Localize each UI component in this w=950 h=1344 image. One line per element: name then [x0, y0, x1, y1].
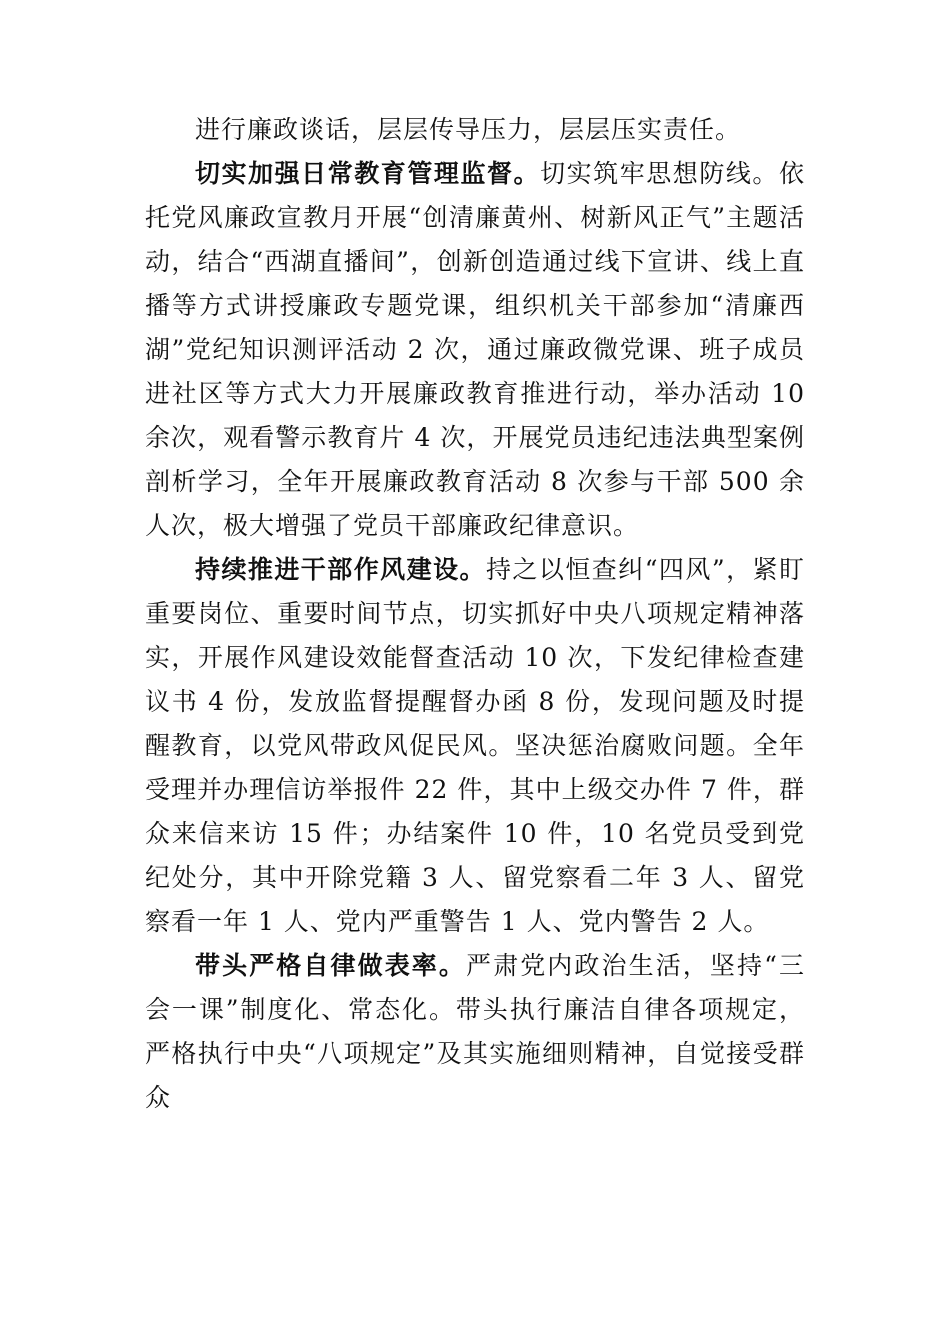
paragraph-1	[145, 108, 805, 152]
paragraph-2-heading: 切实加强日常教育管理监督。	[195, 159, 541, 188]
paragraph-3-heading: 持续推进干部作风建设。	[195, 555, 486, 584]
paragraph-4	[145, 944, 805, 1120]
paragraph-3	[145, 548, 805, 944]
document-body	[145, 108, 805, 1120]
paragraph-4-text: 严肃党内政治生活，坚持“三会一课”制度化、常态化。带头执行廉洁自律各项规定，严格执行中央“八项规定”及其实施细则精神，自觉接受群众	[145, 951, 805, 1112]
paragraph-2-text: 切实筑牢思想防线。依托党风廉政宣教月开展“创清廉黄州、树新风正气”主题活动，结合“西湖直播间”，创新创造通过线下宣讲、线上直播等方式讲授廉政专题党课，组织机关干部参加“清廉西湖”党纪知识测评活动 2 次，通过廉政微党课、班子成员进社区等方式大力开展廉政教育推进行动，举办活动 10 余次，观看警示教育片 4 次，开展党员违纪违法典型案例剖析学习，全年开展廉政教育活动 8 次参与干部 500 余人次，极大增强了党员干部廉政纪律意识。	[145, 159, 805, 540]
paragraph-1-text: 进行廉政谈话，层层传导压力，层层压实责任。	[195, 115, 742, 144]
paragraph-2	[145, 152, 805, 548]
paragraph-3-text: 持之以恒查纠“四风”，紧盯重要岗位、重要时间节点，切实抓好中央八项规定精神落实，开展作风建设效能督查活动 10 次，下发纪律检查建议书 4 份，发放监督提醒督办函 8 份，发现问题及时提醒教育，以党风带政风促民风。坚决惩治腐败问题。全年受理并办理信访举报件 22 件，其中上级交办件 7 件，群众来信来访 15 件；办结案件 10 件，10 名党员受到党纪处分，其中开除党籍 3 人、留党察看二年 3 人、留党察看一年 1 人、党内严重警告 1 人、党内警告 2 人。	[145, 555, 805, 936]
paragraph-4-heading: 带头严格自律做表率。	[195, 951, 466, 980]
